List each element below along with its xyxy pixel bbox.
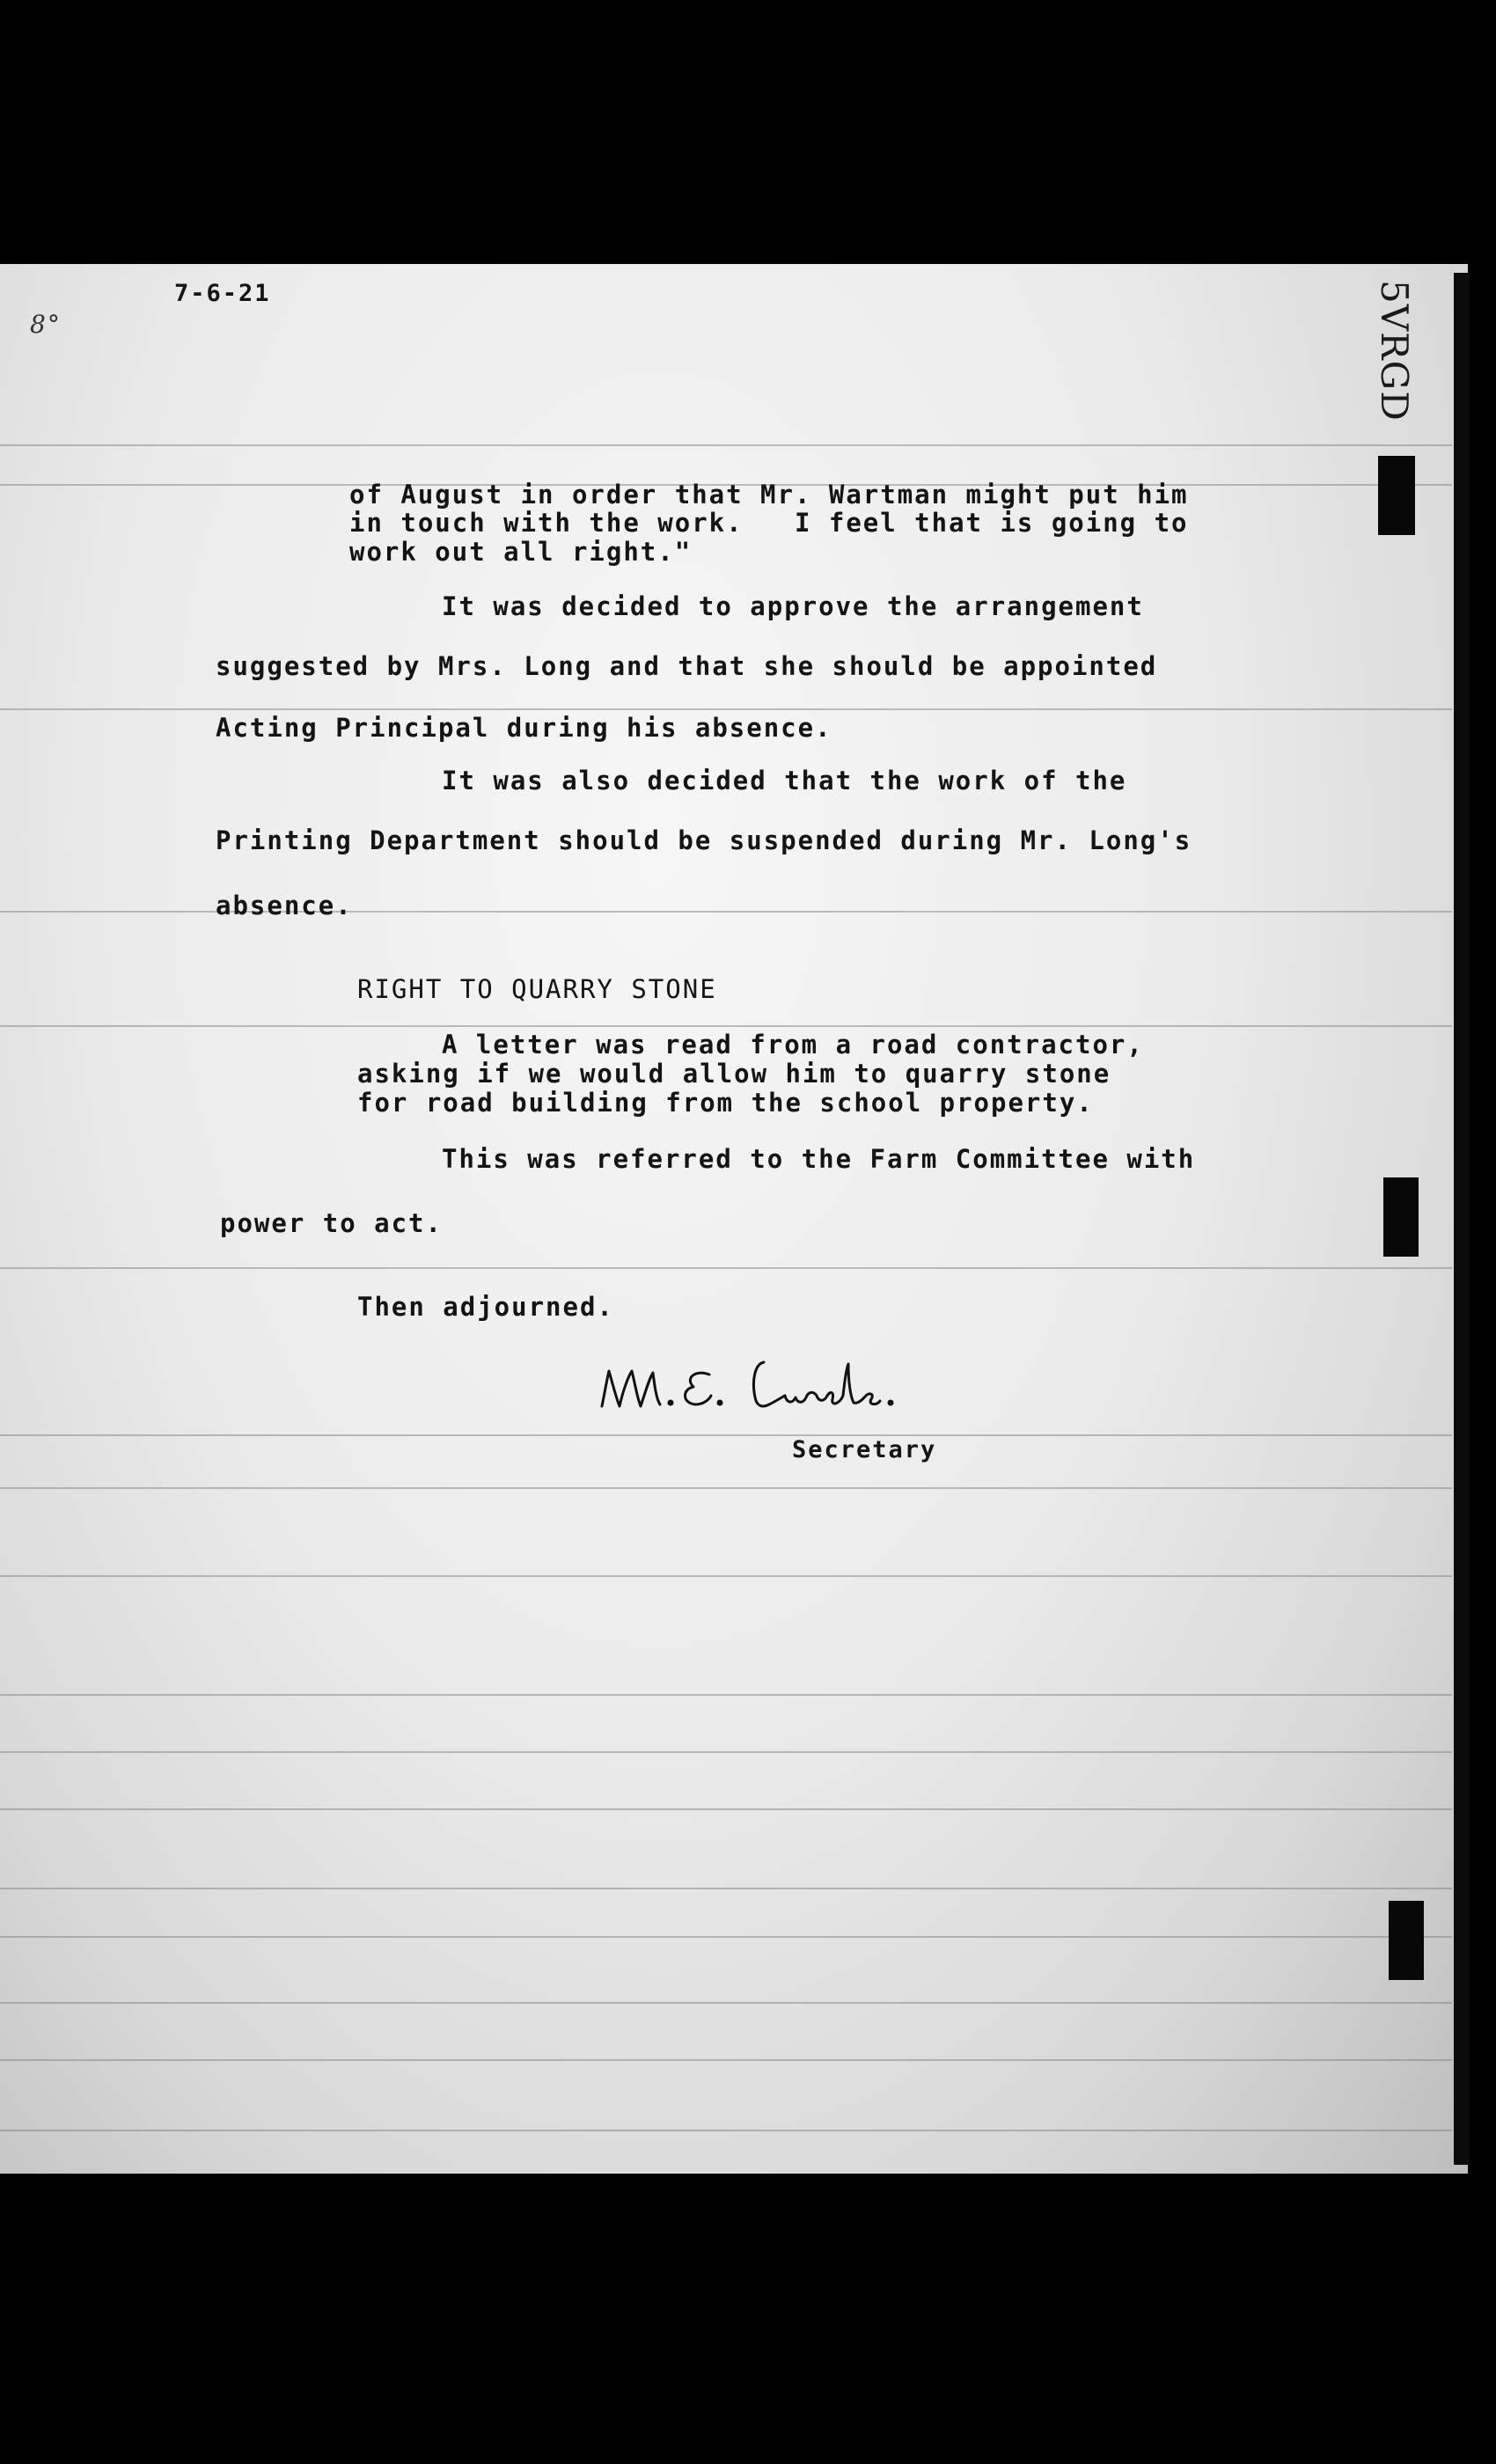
adjourned-line: Then adjourned. <box>357 1292 614 1322</box>
ledger-rule <box>0 1751 1452 1753</box>
text-line: Acting Principal during his absence. <box>216 713 832 743</box>
text-line: in touch with the work. I feel that is going to <box>349 508 1189 538</box>
text-line: suggested by Mrs. Long and that she should be appointed <box>216 651 1158 681</box>
ledger-rule <box>0 1694 1452 1696</box>
text-line: A letter was read from a road contractor, <box>442 1030 1144 1060</box>
text-line: It was decided to approve the arrangement <box>442 591 1144 621</box>
ledger-rule <box>0 1575 1452 1577</box>
text-line: It was also decided that the work of the <box>442 766 1127 796</box>
index-tab <box>1378 456 1415 535</box>
ledger-rule <box>0 1936 1452 1938</box>
text-line: for road building from the school property. <box>357 1088 1094 1118</box>
text-line: work out all right." <box>349 537 693 567</box>
document-date: 7-6-21 <box>174 280 271 307</box>
side-archive-code: 5VRGD <box>1373 280 1416 422</box>
text-line: absence. <box>216 891 353 920</box>
text-line: asking if we would allow him to quarry stone <box>357 1059 1111 1089</box>
text-line: This was referred to the Farm Committee with <box>442 1144 1196 1174</box>
ledger-rule <box>0 1434 1452 1436</box>
index-tab <box>1389 1901 1424 1980</box>
index-tab <box>1383 1177 1419 1257</box>
ledger-rule <box>0 2002 1452 2004</box>
text-line: power to act. <box>220 1208 443 1238</box>
ledger-rule <box>0 1808 1452 1810</box>
text-line: of August in order that Mr. Wartman might put him <box>349 480 1189 510</box>
ledger-rule <box>0 2130 1452 2131</box>
ledger-rule <box>0 1888 1452 1889</box>
ledger-rule <box>0 1267 1452 1269</box>
page-edge-shadow <box>1454 273 1470 2165</box>
ledger-rule <box>0 1025 1452 1027</box>
handwritten-signature <box>597 1345 913 1424</box>
ledger-rule <box>0 2059 1452 2061</box>
ledger-rule <box>0 708 1452 710</box>
section-heading: RIGHT TO QUARRY STONE <box>357 974 717 1004</box>
signature-title: Secretary <box>792 1436 937 1463</box>
page-corner-mark: 8° <box>30 310 62 339</box>
ledger-rule <box>0 444 1452 446</box>
text-line: Printing Department should be suspended during Mr. Long's <box>216 825 1192 855</box>
ledger-rule <box>0 1487 1452 1489</box>
